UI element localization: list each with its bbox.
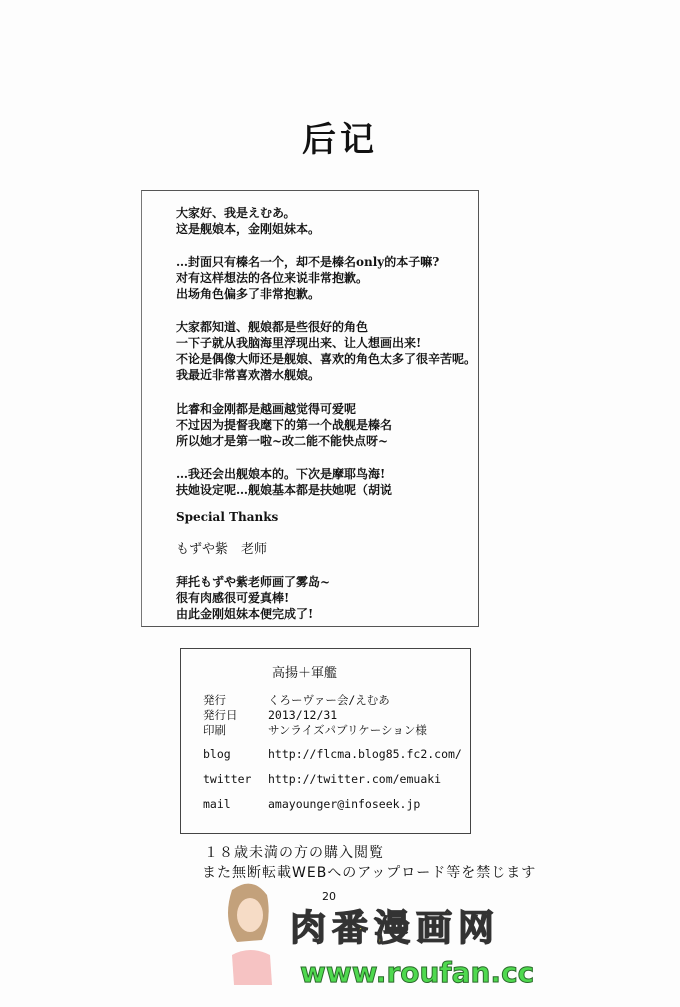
afterword-line: 对有这样想法的各位来说非常抱歉。 <box>176 271 369 285</box>
afterword-line: もずや紫 老师 <box>176 542 268 557</box>
colophon-label: 発行 <box>203 693 226 707</box>
watermark-url: www.roufan.cc <box>300 956 535 989</box>
colophon-value: サンライズパブリケーション様 <box>268 723 427 737</box>
mail-address: amayounger@infoseek.jp <box>268 797 421 811</box>
afterword-line: …封面只有榛名一个，却不是榛名only的本子嘛? <box>176 255 440 269</box>
afterword-line: 出场角色偏多了非常抱歉。 <box>176 287 321 301</box>
colophon-value: 2013/12/31 <box>268 708 338 722</box>
afterword-line: 不过因为提督我麾下的第一个战舰是榛名 <box>176 418 393 432</box>
special-thanks-heading: Special Thanks <box>176 510 279 524</box>
afterword-line: 我最近非常喜欢潜水舰娘。 <box>176 368 321 382</box>
colophon-label: twitter <box>203 772 252 786</box>
afterword-line: 扶她设定呢…舰娘基本都是扶她呢（胡说 <box>176 483 393 497</box>
afterword-line: 拜托もずや紫老师画了雾岛~ <box>176 575 331 589</box>
afterword-line: …我还会出舰娘本的。下次是摩耶鸟海! <box>176 467 386 481</box>
afterword-line: 这是舰娘本，金刚姐妹本。 <box>176 222 321 236</box>
colophon-label: 発行日 <box>203 708 238 722</box>
afterword-line: 比睿和金刚都是越画越觉得可爱呢 <box>176 402 357 416</box>
reprint-notice: また無断転載WEBへのアップロード等を禁じます <box>202 865 537 881</box>
watermark-logo: 肉番漫画网 <box>290 908 501 949</box>
afterword-line: 大家好、我是えむあ。 <box>176 206 296 220</box>
afterword-line: 很有肉感很可爱真棒! <box>176 591 290 605</box>
twitter-url: http://twitter.com/emuaki <box>268 772 442 786</box>
afterword-line: 一下子就从我脑海里浮现出来、让人想画出来! <box>176 336 422 350</box>
colophon-label: mail <box>203 797 231 811</box>
afterword-line: 不论是偶像大师还是舰娘、喜欢的角色太多了很辛苦呢。 <box>176 352 477 366</box>
blog-url: http://flcma.blog85.fc2.com/ <box>268 747 462 761</box>
page-title: 后记 <box>302 120 378 160</box>
book-title: 高揚＋軍艦 <box>272 666 338 681</box>
colophon-value: くろーヴァー会/えむあ <box>268 693 390 707</box>
afterword-line: 由此金刚姐妹本便完成了! <box>176 607 314 621</box>
colophon-label: 印刷 <box>203 723 226 737</box>
colophon-label: blog <box>203 747 231 761</box>
watermark-mascot-image <box>212 880 282 1000</box>
page-number: 20 <box>322 890 336 903</box>
afterword-line: 大家都知道、舰娘都是些很好的角色 <box>176 320 369 334</box>
age-notice: １８歳未満の方の購入閲覧 <box>204 845 384 861</box>
afterword-line: 所以她才是第一啦~改二能不能快点呀~ <box>176 434 389 448</box>
